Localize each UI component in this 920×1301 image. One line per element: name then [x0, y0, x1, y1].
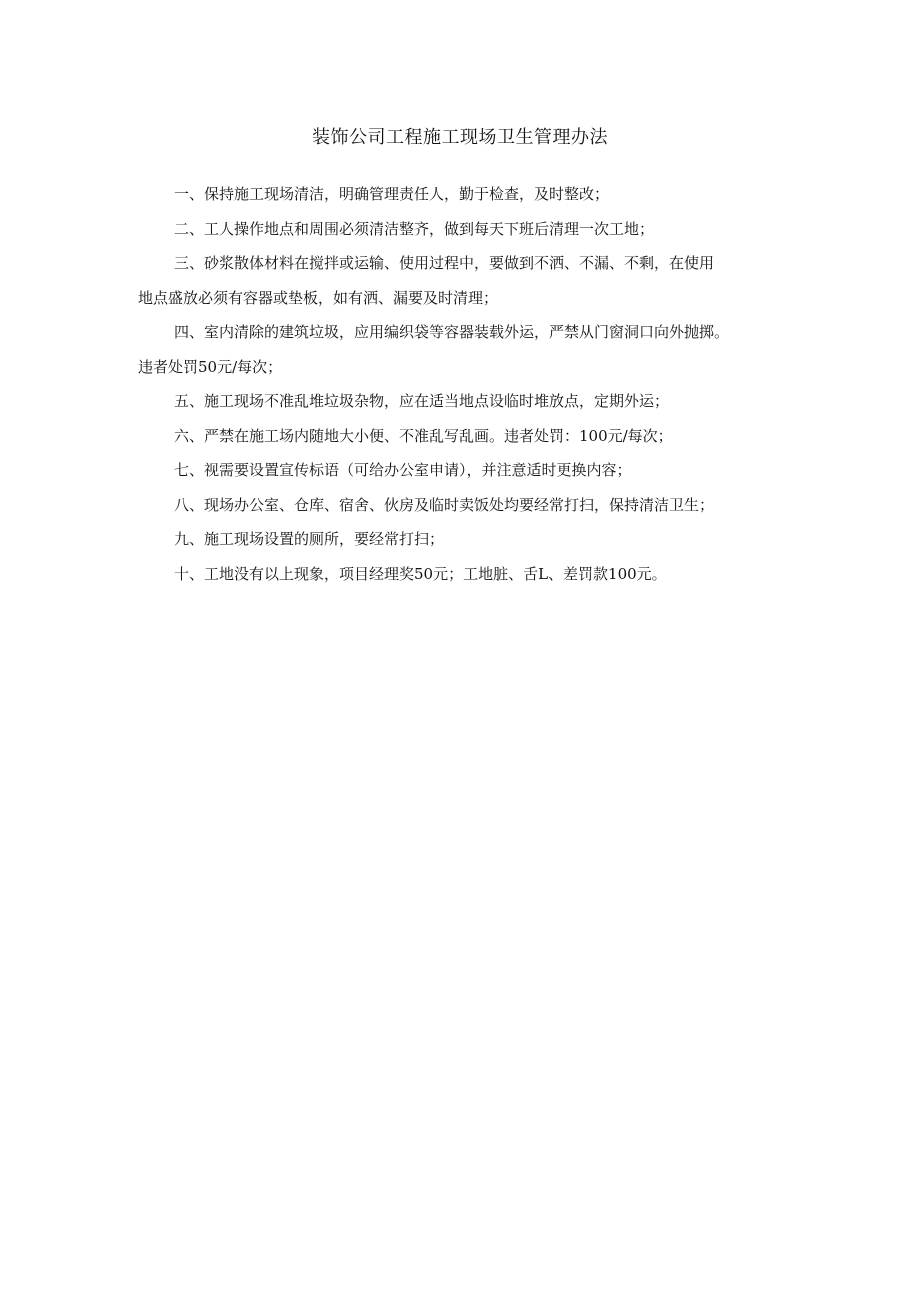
rule-item-1: [138, 177, 798, 212]
rule-item-3: [138, 246, 798, 315]
rule-item-6: [138, 419, 798, 454]
rule-item-2-line-1: 二、工人操作地点和周围必须清洁整齐，做到每天下班后清理一次工地；: [174, 219, 655, 238]
rule-item-5: [138, 384, 798, 419]
rule-item-2: [138, 212, 798, 247]
rule-item-6-line-1: 六、严禁在施工场内随地大小便、不准乱写乱画。违者处罚：100元/每次；: [174, 426, 673, 445]
rule-item-7-line-1: 七、视需要设置宣传标语（可给办公室申请），并注意适时更换内容；: [174, 461, 632, 479]
rule-item-3-line-2: 地点盛放必须有容器或垫板，如有洒、漏要及时清理；: [138, 288, 499, 307]
rule-item-8: [138, 488, 798, 523]
rule-item-9: [138, 522, 798, 557]
rule-item-4-line-2: 违者处罚50元/每次；: [138, 357, 283, 376]
rule-item-4-line-1: 四、室内清除的建筑垃圾，应用编织袋等容器装载外运，严禁从门窗洞口向外抛掷。: [174, 323, 730, 341]
rule-item-9-line-1: 九、施工现场设置的厕所，要经常打扫；: [174, 530, 445, 548]
rule-item-10-line-1: 十、工地没有以上现象，项目经理奖50元；工地脏、舌L、差罚款100元。: [174, 564, 667, 583]
rule-item-3-line-1: 三、砂浆散体材料在搅拌或运输、使用过程中，要做到不洒、不漏、不剩，在使用: [174, 254, 715, 272]
rule-item-10: [138, 557, 798, 592]
document-title: 装饰公司工程施工现场卫生管理办法: [312, 127, 608, 148]
rule-item-7: [138, 453, 798, 488]
rule-item-1-line-1: 一、保持施工现场清洁，明确管理责任人，勤于检查，及时整改；: [174, 185, 610, 203]
rule-item-5-line-1: 五、施工现场不准乱堆垃圾杂物，应在适当地点设临时堆放点，定期外运；: [174, 392, 670, 410]
rule-item-4: [138, 315, 798, 384]
document-body: [138, 177, 798, 591]
rule-item-8-line-1: 八、现场办公室、仓库、宿舍、伙房及临时卖饭处均要经常打扫，保持清洁卫生；: [174, 495, 715, 514]
